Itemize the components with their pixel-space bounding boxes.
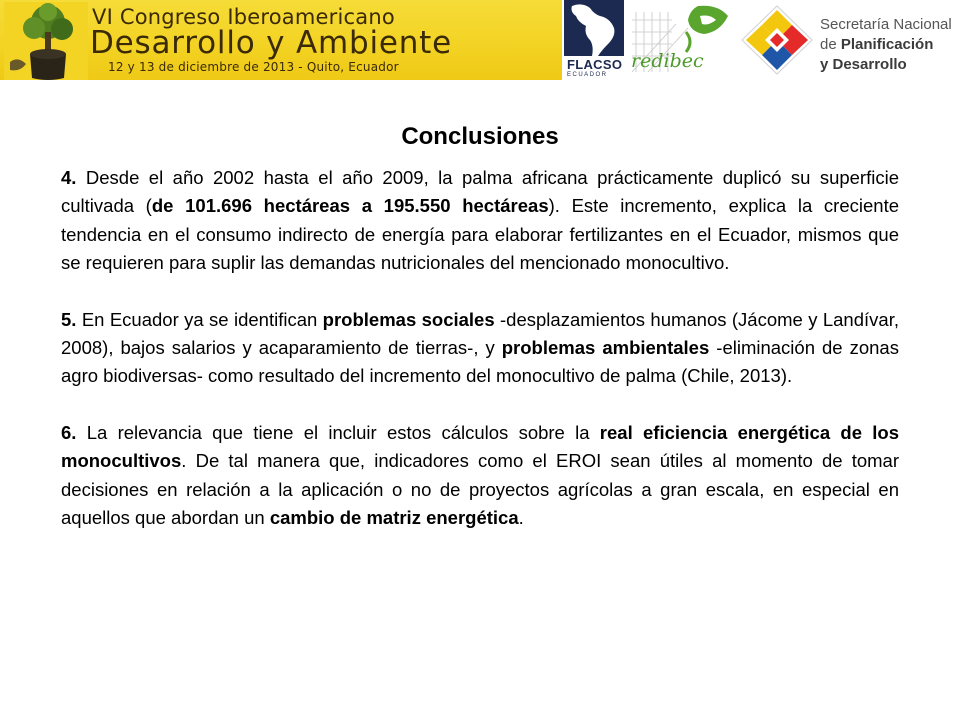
senplades-line2-prefix: de xyxy=(820,36,841,53)
body-text: -desplazamientos humanos (Jácome y Landívar, 2008), bajos salarios y acaparamiento de tierras-, y xyxy=(61,308,899,359)
body-text: En Ecuador ya se identifican xyxy=(76,308,323,330)
emphasis-text: problemas sociales xyxy=(322,308,495,330)
body-text: ). Este incremento, explica la creciente tendencia en el consumo indirecto de energía para elaborar fertilizantes en el Ecuador, mismos que se requieren para suplir las demandas nutricionales del mencionado monocultivo. xyxy=(61,195,899,274)
senplades-name-line1: Secretaría Nacional xyxy=(820,16,952,33)
congress-title-line2: Desarrollo y Ambiente xyxy=(90,25,453,61)
body-text: La relevancia que tiene el incluir estos cálculos sobre la xyxy=(76,421,600,443)
redibec-name: redibec xyxy=(631,50,704,72)
latin-america-map-icon xyxy=(564,0,624,56)
tree-logo-icon xyxy=(4,2,88,80)
emphasis-text: de 101.696 hectáreas a 195.550 hectáreas xyxy=(151,195,549,217)
emphasis-text: cambio de matriz energética xyxy=(269,507,519,529)
congress-banner xyxy=(0,0,562,80)
emphasis-text: problemas ambientales xyxy=(501,337,710,359)
conclusion-paragraph-6 xyxy=(61,419,899,533)
body-text: -eliminación de zonas agro biodiversas- como resultado del incremento del monocultivo de palma (Chile, 2013). xyxy=(61,337,899,387)
flacso-logo xyxy=(564,0,624,80)
body-text: Desde el año 2002 hasta el año 2009, la palma africana prácticamente duplicó su superficie cultivada ( xyxy=(61,167,899,217)
flacso-subtitle: ECUADOR xyxy=(567,72,608,78)
body-text: . De tal manera que, indicadores como el EROI sean útiles al momento de tomar decisiones en relación a la aplicación o no de proyectos agrícolas a gran escala, en especial en aquellos que abordan un xyxy=(61,450,899,529)
senplades-name-line2 xyxy=(820,36,933,53)
congress-date-line: 12 y 13 de diciembre de 2013 - Quito, Ecuador xyxy=(108,60,399,74)
conclusion-paragraph-4 xyxy=(61,164,899,278)
emphasis-text: 4. xyxy=(61,167,77,188)
congress-title-line1: VI Congreso Iberoamericano xyxy=(92,5,395,29)
slide-title: Conclusiones xyxy=(401,123,559,150)
emphasis-text: 5. xyxy=(61,308,77,330)
senplades-name-line3: y Desarrollo xyxy=(820,56,907,73)
flacso-name: FLACSO xyxy=(567,57,623,72)
conclusion-paragraph-5 xyxy=(61,306,899,391)
senplades-emblem-icon xyxy=(740,4,814,76)
emphasis-text: 6. xyxy=(61,421,77,443)
emphasis-text: real eficiencia energética de los monocultivos xyxy=(61,421,899,472)
body-text: . xyxy=(518,507,524,529)
senplades-line2-bold: Planificación xyxy=(840,36,934,53)
conclusions-body xyxy=(61,164,899,532)
